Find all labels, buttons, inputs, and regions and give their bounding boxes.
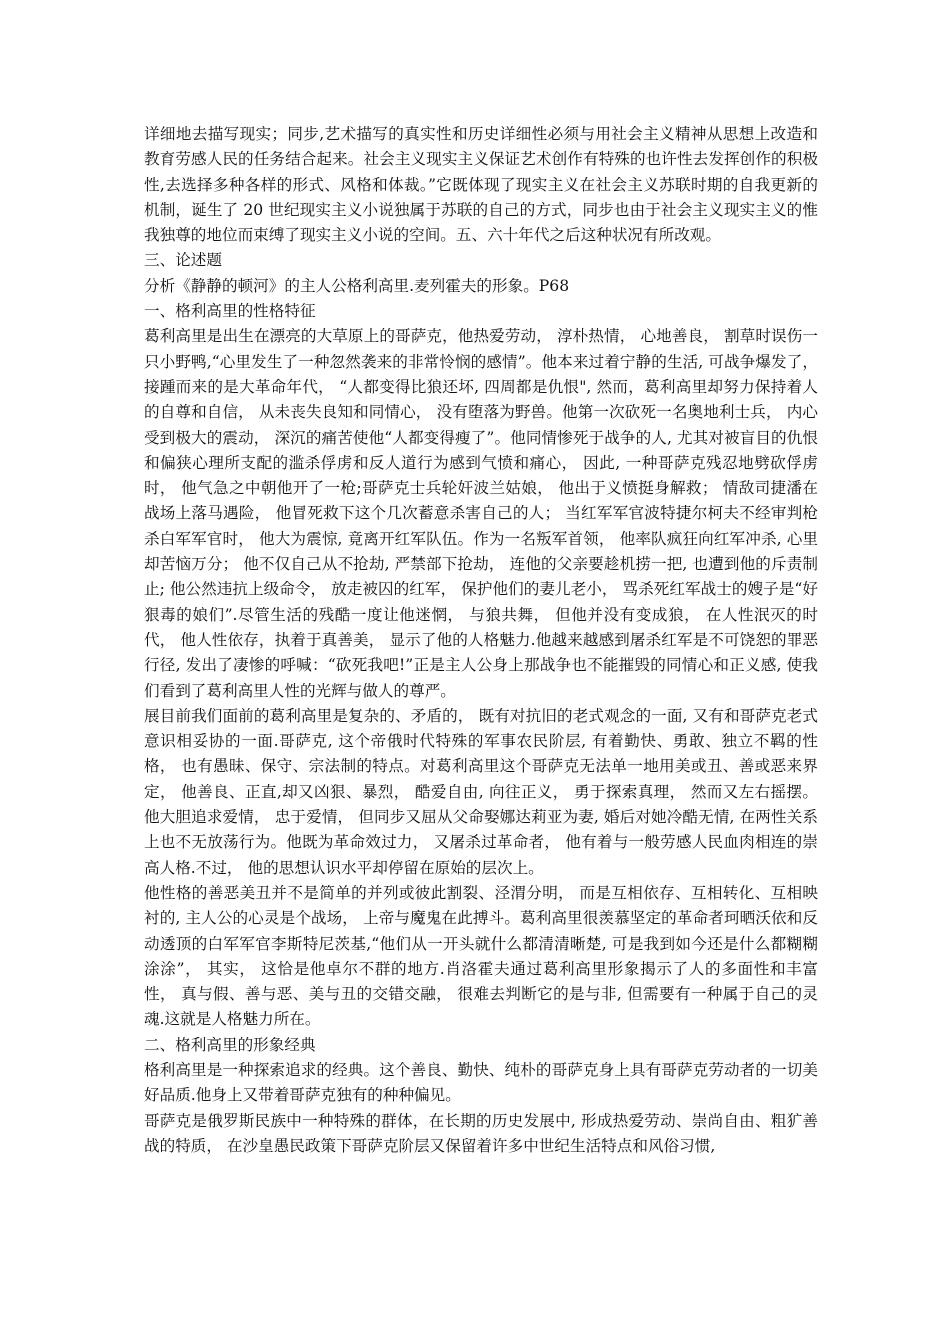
paragraph-classic-2: 哥萨克是俄罗斯民族中一种特殊的群体，在长期的历史发展中, 形成热爱劳动、崇尚自由、粗犷善战的特质， 在沙皇愚民政策下哥萨克阶层又保留着许多中世纪生活特点和风俗习惯, [144,1111,818,1155]
question-title: 分析《静静的顿河》的主人公格利高里.麦列霍夫的形象。P68 [144,276,570,295]
subheading-image-classic: 二、格利高里的形象经典 [144,1035,316,1054]
paragraph-traits-1: 葛利高里是出生在漂亮的大草原上的哥萨克，他热爱劳动， 淳朴热情， 心地善良， 割草时误伤一只小野鸭,“心里发生了一种忽然袭来的非常怜悯的感情”。他本来过着宁静的生活, 可战争爆发了， 接踵而来的是大革命年代， “人都变得比狼还坏, 四周都是仇恨", 然而，葛利高里却努力保持着人的自尊和自信， 从未丧失良知和同情心， 没有堕落为野兽。他第一次砍死一名奥地利士兵， 内心受到极大的震动， 深沉的痛苦使他“人都变得瘦了”。他同情惨死于战争的人, 尤其对被盲目的仇恨和偏狭心理所支配的滥杀俘虏和反人道行为感到气愤和痛心， 因此, 一种哥萨克残忍地劈砍俘虏时， 他气急之中朝他开了一枪;哥萨克士兵轮奸波兰姑娘， 他出于义愤挺身解救； 情敌司捷潘在战场上落马遇险， 他冒死救下这个几次蓄意杀害自己的人； 当红军军官波特捷尔柯夫不经审判枪杀白军军官时， 他大为震惊, 竟离开红军队伍。作为一名叛军首领， 他率队疯狂向红军冲杀, 心里却苦恼万分； 他不仅自己从不抢劫, 严禁部下抢劫， 连他的父亲要趁机捞一把, 也遭到他的斥责制止; 他公然违抗上级命令， 放走被囚的红军， 保护他们的妻儿老小， 骂杀死红军战士的嫂子是“好狠毒的娘们”.尽管生活的残酷一度让他迷惘， 与狼共舞， 但他并没有变成狼， 在人性泯灭的时代， 他人性依存，执着于真善美， 显示了他的人格魅力.他越来越感到屠杀红军是不可饶恕的罪恶行径, 发出了凄惨的呼喊：“砍死我吧!”正是主人公身上那战争也不能摧毁的同情心和正义感, 使我们看到了葛利高里人性的光辉与做人的尊严。 [144,327,818,700]
paragraph-traits-3: 他性格的善恶美丑并不是简单的并列或彼此割裂、泾渭分明， 而是互相依存、互相转化、互相映衬的, 主人公的心灵是个战场， 上帝与魔鬼在此搏斗。葛利高里很羡慕坚定的革命者珂晒沃依和反动透顶的白军军官李斯特尼茨基,“他们从一开头就什么都清清晰楚, 可是我到如今还是什么都糊糊涂涂”， 其实， 这恰是他卓尔不群的地方.肖洛霍夫通过葛利高里形象揭示了人的多面性和丰富性， 真与假、善与恶、美与丑的交错交融， 很难去判断它的是与非, 但需要有一种属于自己的灵魂.这就是人格魅力所在。 [144,883,818,1029]
subheading-character-traits: 一、格利高里的性格特征 [144,302,316,321]
paragraph-intro: 详细地去描写现实；同步,艺术描写的真实性和历史详细性必须与用社会主义精神从思想上改造和教育劳感人民的任务结合起来。社会主义现实主义保证艺术创作有特殊的也许性去发挥创作的积极性,去选择多种各样的形式、风格和体裁。”它既体现了现实主义在社会主义苏联时期的自我更新的机制，诞生了 20 世纪现实主义小说独属于苏联的自己的方式，同步也由于社会主义现实主义的惟我独尊的地位而束缚了现实主义小说的空间。五、六十年代之后这种状况有所改观。 [144,125,818,245]
section-heading-essay: 三、论述题 [144,251,222,270]
paragraph-traits-2: 展目前我们面前的葛利高里是复杂的、矛盾的， 既有对抗旧的老式观念的一面, 又有和哥萨克老式意识相妥协的一面.哥萨克, 这个帝俄时代特殊的军事农民阶层, 有着勤快、勇敢、独立不羁的性格， 也有愚昧、保守、宗法制的特点。对葛利高里这个哥萨克无法单一地用美或丑、善或恶来界定， 他善良、正直,却又凶狠、暴烈， 酷爱自由, 向往正义， 勇于探索真理， 然而又左右摇摆。他大胆追求爱情， 忠于爱情， 但同步又屈从父命娶娜达莉亚为妻, 婚后对她冷酷无情, 在两性关系上也不无放荡行为。他既为革命效过力， 又屠杀过革命者， 他有着与一般劳感人民血肉相连的崇高人格.不过， 他的思想认识水平却停留在原始的层次上。 [144,706,818,877]
paragraph-classic-1: 格利高里是一种探索追求的经典。这个善良、勤快、纯朴的哥萨克身上具有哥萨克劳动者的一切美好品质.他身上又带着哥萨克独有的种种偏见。 [144,1060,818,1105]
